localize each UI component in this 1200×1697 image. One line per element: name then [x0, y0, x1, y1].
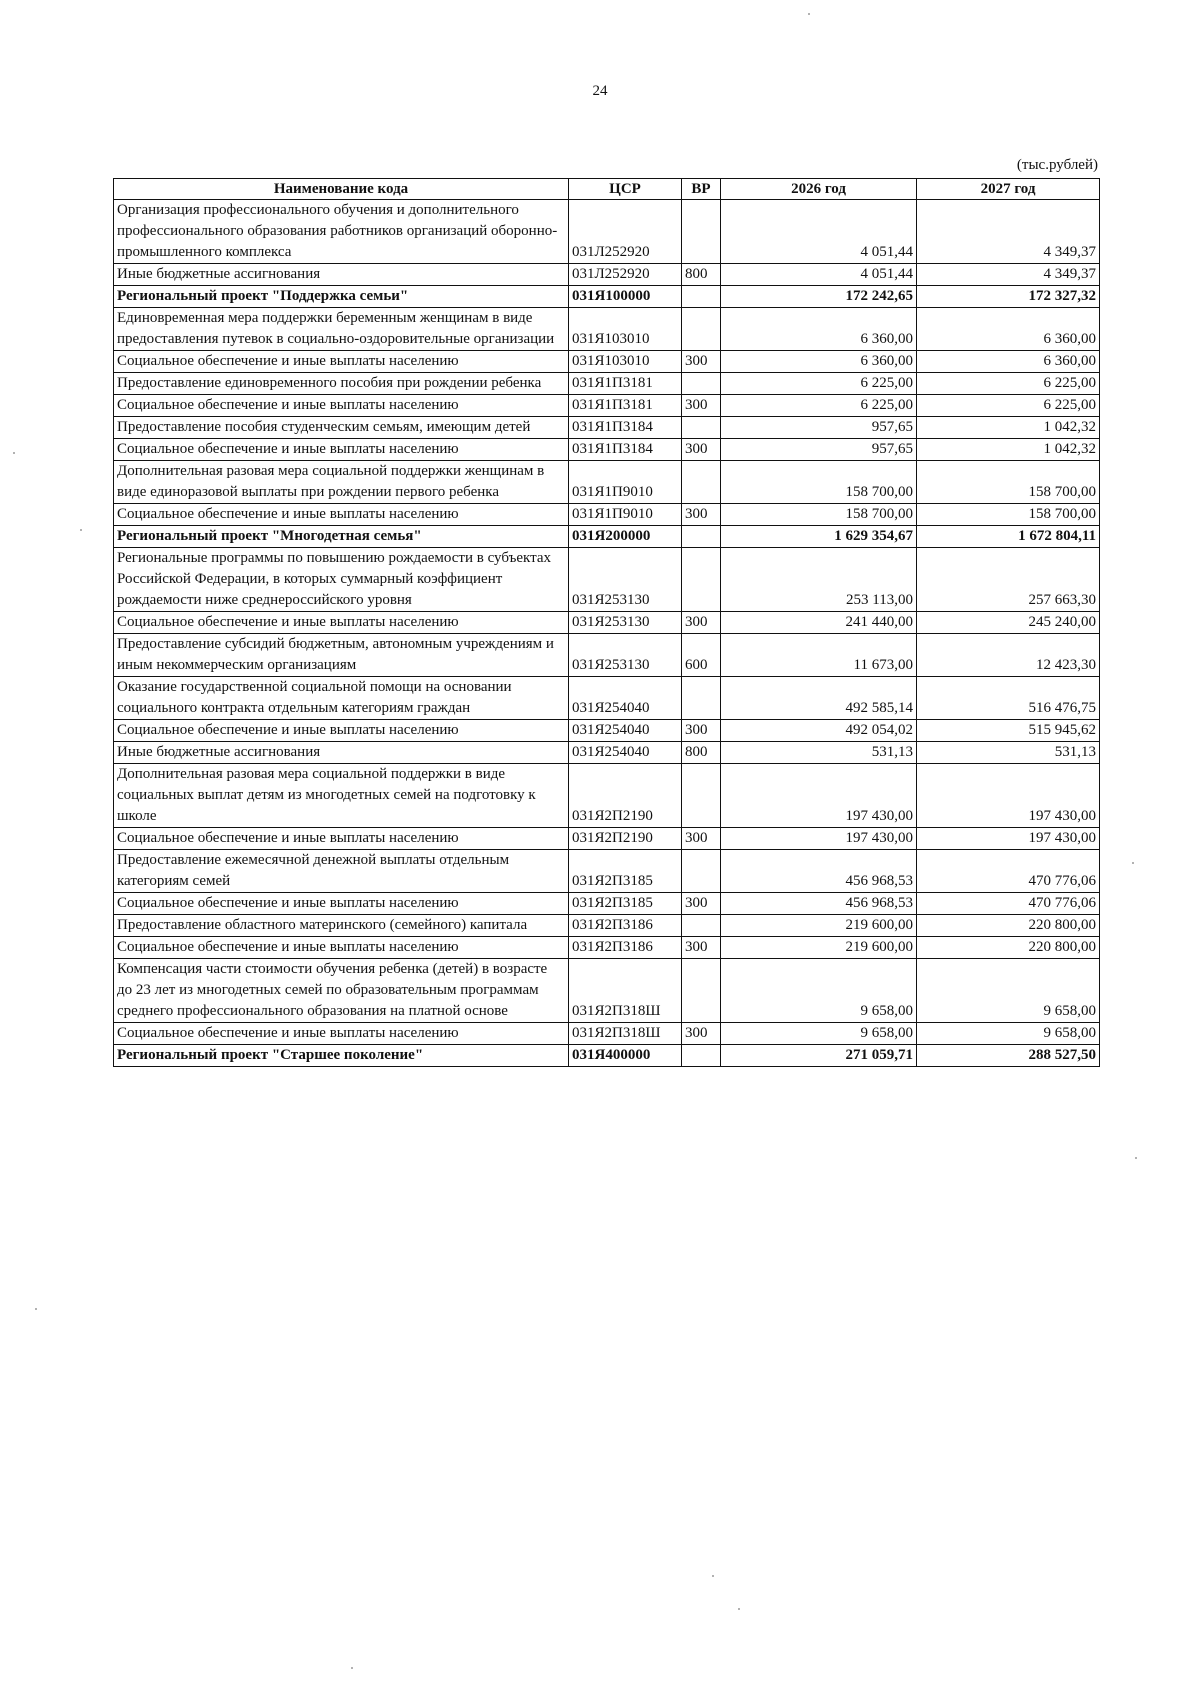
scan-speck	[13, 452, 15, 454]
cell-csr: 031Я1П3181	[569, 373, 682, 395]
cell-csr: 031Я100000	[569, 286, 682, 308]
cell-2027: 158 700,00	[917, 461, 1100, 504]
cell-vr	[682, 308, 721, 351]
cell-name: Предоставление пособия студенческим семьям, имеющим детей	[114, 417, 569, 439]
cell-2027: 6 225,00	[917, 373, 1100, 395]
cell-name: Социальное обеспечение и иные выплаты населению	[114, 612, 569, 634]
table-row	[114, 937, 1100, 959]
cell-vr	[682, 200, 721, 264]
cell-name: Социальное обеспечение и иные выплаты населению	[114, 828, 569, 850]
cell-name: Компенсация части стоимости обучения ребенка (детей) в возрасте до 23 лет из многодетных семей по образовательным программам среднего профессионального образования на платной основе	[114, 959, 569, 1023]
scan-speck	[351, 1667, 353, 1669]
cell-csr: 031Я253130	[569, 612, 682, 634]
cell-2026: 158 700,00	[721, 504, 917, 526]
cell-2026: 271 059,71	[721, 1045, 917, 1067]
budget-table	[113, 178, 1100, 1067]
cell-name: Региональный проект "Многодетная семья"	[114, 526, 569, 548]
cell-vr: 300	[682, 720, 721, 742]
cell-name: Иные бюджетные ассигнования	[114, 264, 569, 286]
cell-vr	[682, 461, 721, 504]
cell-2026: 6 225,00	[721, 395, 917, 417]
cell-name: Предоставление единовременного пособия при рождении ребенка	[114, 373, 569, 395]
cell-csr: 031Л252920	[569, 264, 682, 286]
table-row	[114, 742, 1100, 764]
cell-2027: 516 476,75	[917, 677, 1100, 720]
table-row	[114, 286, 1100, 308]
cell-2026: 456 968,53	[721, 893, 917, 915]
cell-csr: 031Я2П2190	[569, 828, 682, 850]
cell-name: Социальное обеспечение и иные выплаты населению	[114, 439, 569, 461]
table-row	[114, 548, 1100, 612]
header-2026: 2026 год	[721, 179, 917, 200]
cell-2027: 531,13	[917, 742, 1100, 764]
cell-2026: 492 054,02	[721, 720, 917, 742]
header-csr: ЦСР	[569, 179, 682, 200]
cell-vr	[682, 286, 721, 308]
table-row	[114, 308, 1100, 351]
cell-2026: 253 113,00	[721, 548, 917, 612]
header-vr: ВР	[682, 179, 721, 200]
cell-2026: 197 430,00	[721, 764, 917, 828]
cell-csr: 031Я103010	[569, 351, 682, 373]
cell-csr: 031Я1П3181	[569, 395, 682, 417]
cell-2027: 6 360,00	[917, 351, 1100, 373]
cell-vr: 300	[682, 828, 721, 850]
cell-name: Иные бюджетные ассигнования	[114, 742, 569, 764]
cell-csr: 031Я2П3186	[569, 937, 682, 959]
cell-2027: 9 658,00	[917, 959, 1100, 1023]
table-row	[114, 417, 1100, 439]
cell-name: Предоставление областного материнского (семейного) капитала	[114, 915, 569, 937]
cell-2026: 456 968,53	[721, 850, 917, 893]
cell-csr: 031Я1П9010	[569, 461, 682, 504]
table-row	[114, 504, 1100, 526]
table-header-row	[114, 179, 1100, 200]
cell-csr: 031Я2П3185	[569, 850, 682, 893]
cell-vr	[682, 959, 721, 1023]
cell-vr: 800	[682, 264, 721, 286]
cell-name: Социальное обеспечение и иные выплаты населению	[114, 937, 569, 959]
table-row	[114, 351, 1100, 373]
cell-2027: 197 430,00	[917, 828, 1100, 850]
scan-speck	[738, 1608, 740, 1610]
cell-vr: 300	[682, 1023, 721, 1045]
cell-2027: 197 430,00	[917, 764, 1100, 828]
cell-name: Социальное обеспечение и иные выплаты населению	[114, 504, 569, 526]
cell-2026: 4 051,44	[721, 200, 917, 264]
page-number: 24	[592, 83, 608, 99]
cell-name: Единовременная мера поддержки беременным женщинам в виде предоставления путевок в социально-оздоровительные организации	[114, 308, 569, 351]
cell-name: Предоставление ежемесячной денежной выплаты отдельным категориям семей	[114, 850, 569, 893]
cell-vr	[682, 548, 721, 612]
cell-vr: 300	[682, 351, 721, 373]
scan-speck	[80, 529, 82, 531]
cell-2026: 492 585,14	[721, 677, 917, 720]
cell-vr	[682, 526, 721, 548]
table-row	[114, 461, 1100, 504]
cell-2027: 515 945,62	[917, 720, 1100, 742]
cell-2027: 4 349,37	[917, 200, 1100, 264]
cell-2027: 172 327,32	[917, 286, 1100, 308]
cell-name: Региональные программы по повышению рождаемости в субъектах Российской Федерации, в которых суммарный коэффициент рождаемости ниже среднероссийского уровня	[114, 548, 569, 612]
cell-2027: 220 800,00	[917, 915, 1100, 937]
cell-name: Социальное обеспечение и иные выплаты населению	[114, 1023, 569, 1045]
cell-vr	[682, 1045, 721, 1067]
cell-2027: 1 042,32	[917, 439, 1100, 461]
cell-csr: 031Я2П3186	[569, 915, 682, 937]
cell-csr: 031Я1П3184	[569, 439, 682, 461]
cell-2026: 172 242,65	[721, 286, 917, 308]
cell-2026: 241 440,00	[721, 612, 917, 634]
cell-2026: 6 360,00	[721, 308, 917, 351]
cell-name: Социальное обеспечение и иные выплаты населению	[114, 351, 569, 373]
cell-vr: 300	[682, 612, 721, 634]
cell-2026: 1 629 354,67	[721, 526, 917, 548]
cell-csr: 031Я2П3185	[569, 893, 682, 915]
cell-vr	[682, 764, 721, 828]
cell-2027: 9 658,00	[917, 1023, 1100, 1045]
cell-name: Предоставление субсидий бюджетным, автономным учреждениям и иным некоммерческим организациям	[114, 634, 569, 677]
scan-speck	[35, 1308, 37, 1310]
table-row	[114, 612, 1100, 634]
cell-2026: 531,13	[721, 742, 917, 764]
header-name: Наименование кода	[114, 179, 569, 200]
table-row	[114, 439, 1100, 461]
cell-csr: 031Я1П3184	[569, 417, 682, 439]
cell-2026: 9 658,00	[721, 959, 917, 1023]
cell-2027: 257 663,30	[917, 548, 1100, 612]
cell-2026: 6 225,00	[721, 373, 917, 395]
cell-2026: 219 600,00	[721, 937, 917, 959]
table-row	[114, 395, 1100, 417]
scan-speck	[808, 13, 810, 15]
cell-2027: 12 423,30	[917, 634, 1100, 677]
cell-2027: 245 240,00	[917, 612, 1100, 634]
cell-vr	[682, 850, 721, 893]
cell-2026: 219 600,00	[721, 915, 917, 937]
cell-2027: 220 800,00	[917, 937, 1100, 959]
table-row	[114, 264, 1100, 286]
cell-vr: 300	[682, 395, 721, 417]
cell-name: Организация профессионального обучения и дополнительного профессионального образования работников организаций оборонно-промышленного комплекса	[114, 200, 569, 264]
cell-csr: 031Я2П318Ш	[569, 1023, 682, 1045]
cell-csr: 031Я253130	[569, 548, 682, 612]
table-row	[114, 526, 1100, 548]
cell-name: Оказание государственной социальной помощи на основании социального контракта отдельным категориям граждан	[114, 677, 569, 720]
cell-csr: 031Я2П2190	[569, 764, 682, 828]
table-row	[114, 893, 1100, 915]
cell-csr: 031Я200000	[569, 526, 682, 548]
cell-2026: 197 430,00	[721, 828, 917, 850]
cell-2027: 158 700,00	[917, 504, 1100, 526]
cell-name: Региональный проект "Поддержка семьи"	[114, 286, 569, 308]
scan-speck	[1135, 1157, 1137, 1159]
cell-name: Социальное обеспечение и иные выплаты населению	[114, 893, 569, 915]
cell-2026: 158 700,00	[721, 461, 917, 504]
table-row	[114, 850, 1100, 893]
table-row	[114, 1045, 1100, 1067]
cell-vr: 300	[682, 937, 721, 959]
cell-vr	[682, 417, 721, 439]
table-row	[114, 915, 1100, 937]
cell-2027: 1 672 804,11	[917, 526, 1100, 548]
cell-2027: 470 776,06	[917, 893, 1100, 915]
table-row	[114, 959, 1100, 1023]
cell-csr: 031Я2П318Ш	[569, 959, 682, 1023]
cell-2027: 4 349,37	[917, 264, 1100, 286]
cell-csr: 031Я253130	[569, 634, 682, 677]
table-row	[114, 828, 1100, 850]
cell-2026: 6 360,00	[721, 351, 917, 373]
cell-csr: 031Я254040	[569, 720, 682, 742]
table-row	[114, 720, 1100, 742]
cell-2026: 957,65	[721, 439, 917, 461]
cell-2026: 9 658,00	[721, 1023, 917, 1045]
cell-vr: 300	[682, 893, 721, 915]
cell-vr: 600	[682, 634, 721, 677]
table-row	[114, 373, 1100, 395]
cell-name: Социальное обеспечение и иные выплаты населению	[114, 720, 569, 742]
cell-2026: 957,65	[721, 417, 917, 439]
cell-vr: 300	[682, 439, 721, 461]
cell-vr	[682, 915, 721, 937]
cell-csr: 031Я400000	[569, 1045, 682, 1067]
cell-2027: 6 360,00	[917, 308, 1100, 351]
cell-vr	[682, 373, 721, 395]
table-row	[114, 764, 1100, 828]
cell-csr: 031Я1П9010	[569, 504, 682, 526]
cell-csr: 031Л252920	[569, 200, 682, 264]
cell-vr: 300	[682, 504, 721, 526]
cell-2027: 1 042,32	[917, 417, 1100, 439]
cell-name: Дополнительная разовая мера социальной поддержки женщинам в виде единоразовой выплаты при рождении первого ребенка	[114, 461, 569, 504]
cell-name: Социальное обеспечение и иные выплаты населению	[114, 395, 569, 417]
cell-name: Региональный проект "Старшее поколение"	[114, 1045, 569, 1067]
cell-csr: 031Я103010	[569, 308, 682, 351]
cell-2027: 288 527,50	[917, 1045, 1100, 1067]
header-2027: 2027 год	[917, 179, 1100, 200]
unit-note: (тыс.рублей)	[1016, 157, 1098, 173]
cell-2027: 470 776,06	[917, 850, 1100, 893]
cell-csr: 031Я254040	[569, 677, 682, 720]
table-row	[114, 677, 1100, 720]
cell-csr: 031Я254040	[569, 742, 682, 764]
table-row	[114, 634, 1100, 677]
scan-speck	[712, 1575, 714, 1577]
cell-2026: 4 051,44	[721, 264, 917, 286]
cell-vr: 800	[682, 742, 721, 764]
table-row	[114, 200, 1100, 264]
cell-2027: 6 225,00	[917, 395, 1100, 417]
cell-2026: 11 673,00	[721, 634, 917, 677]
cell-name: Дополнительная разовая мера социальной поддержки в виде социальных выплат детям из многодетных семей на подготовку к школе	[114, 764, 569, 828]
scan-speck	[1132, 862, 1134, 864]
table-body	[114, 200, 1100, 1067]
table-row	[114, 1023, 1100, 1045]
cell-vr	[682, 677, 721, 720]
